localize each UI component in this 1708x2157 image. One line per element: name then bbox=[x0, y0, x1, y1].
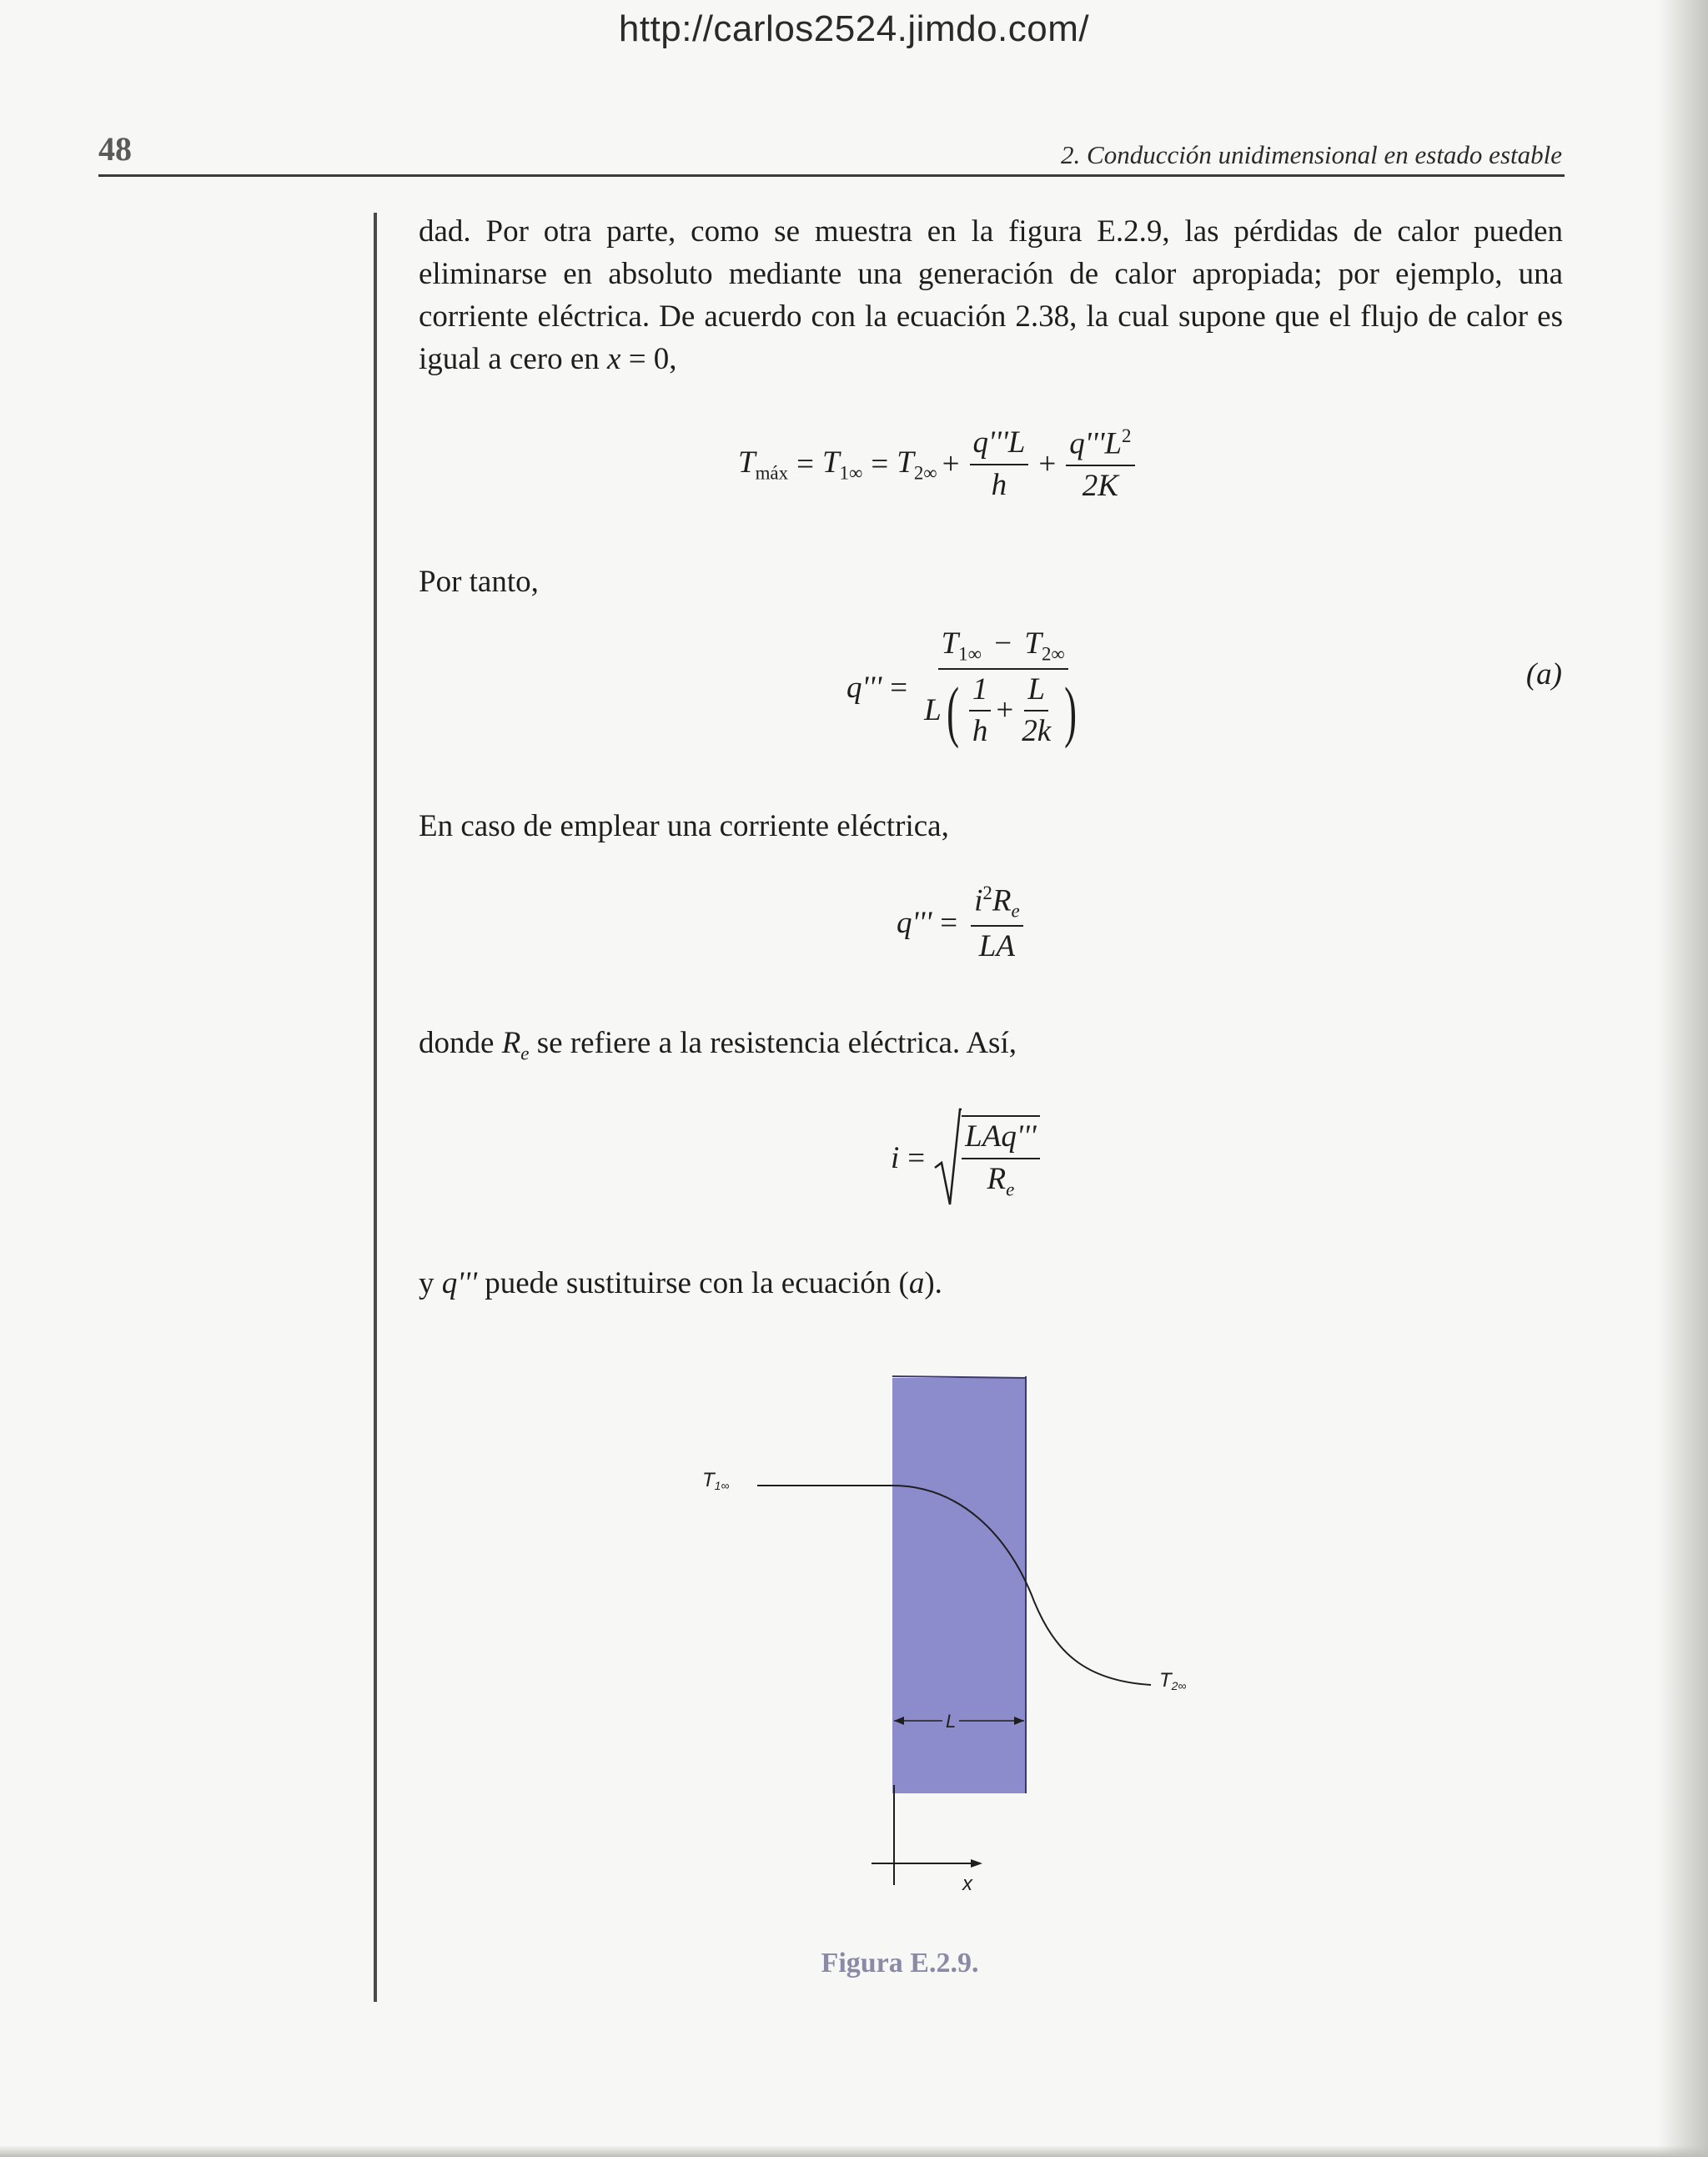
eq3-equals: = bbox=[940, 906, 958, 941]
label-x: x bbox=[962, 1873, 972, 1895]
eq2-equals: = bbox=[890, 671, 908, 706]
figure-caption: Figura E.2.9. bbox=[821, 1948, 979, 1979]
intro-text-end: = 0, bbox=[620, 342, 677, 376]
eq1-equals-2: = bbox=[871, 447, 889, 482]
slab bbox=[892, 1378, 1026, 1793]
eq4-lhs: i bbox=[891, 1140, 900, 1175]
label-l: L bbox=[946, 1711, 957, 1732]
header-rule bbox=[98, 174, 1565, 177]
eq4-fraction: $\frac{\text{LAq'''}}{R_e}$ bbox=[962, 1115, 1039, 1199]
intro-text: dad. Por otra parte, como se muestra en la figura E.2.9, las pérdidas de calor pueden eliminarse en absoluto mediante una generación de calor apropiada; por ejemplo, una corriente eléctrica. De acuerdo con la ecuación 2.38, la cual supone que el flujo de calor es igual a cero en bbox=[419, 214, 1563, 376]
equation-current bbox=[891, 1108, 1045, 1208]
eq3-fraction: $\frac{i^2R_e}{LA}$ bbox=[971, 882, 1023, 964]
eq1-plus: + bbox=[942, 447, 960, 482]
equation-q-electric bbox=[897, 882, 1028, 964]
intro-paragraph bbox=[419, 210, 1563, 380]
eq3-lhs: q''' bbox=[897, 906, 932, 941]
eq1-t2: $T_{2\infty}$ bbox=[897, 445, 937, 484]
x-axis-arrow-icon bbox=[971, 1859, 982, 1868]
eq1-plus-2: + bbox=[1038, 447, 1057, 482]
equation-label-a: (a) bbox=[1525, 657, 1562, 691]
eq1-fraction-2: $\frac{q'''L^2}{2K}$ bbox=[1066, 425, 1134, 504]
eq1-lhs: $T_{máx}$ bbox=[738, 445, 789, 484]
watermark-url: http://carlos2524.jimdo.com/ bbox=[618, 8, 1090, 49]
donde-paragraph: donde $R_e$ se refiere a la resistencia eléctrica. Así, bbox=[419, 1026, 1017, 1064]
eq4-equals: = bbox=[907, 1140, 926, 1175]
eq1-fraction-1: $\frac{q'''L}{h}$ bbox=[970, 426, 1029, 502]
page-number: 48 bbox=[98, 130, 132, 168]
label-t1-inf: T1∞ bbox=[702, 1469, 730, 1492]
por-tanto-text: Por tanto, bbox=[419, 565, 539, 599]
eq1-equals: = bbox=[796, 447, 814, 482]
eq2-lhs: q''' bbox=[846, 671, 882, 706]
figure-e-2-9 bbox=[684, 1360, 1218, 1910]
sqrt-icon bbox=[933, 1108, 962, 1208]
en-caso-text: En caso de emplear una corriente eléctrica, bbox=[419, 809, 949, 843]
running-head: 2. Conducción unidimensional en estado estable bbox=[1061, 140, 1562, 169]
label-t2-inf: T2∞ bbox=[1159, 1669, 1187, 1692]
intro-x-var: x bbox=[607, 342, 621, 376]
page-edge-shadow bbox=[1658, 0, 1708, 2157]
margin-bar bbox=[374, 213, 377, 2002]
equation-q-generation bbox=[846, 627, 1090, 749]
slab-top-edge bbox=[892, 1376, 1026, 1378]
y-q-paragraph: y q''' puede sustituirse con la ecuación (a). bbox=[419, 1266, 942, 1300]
eq1-t1: $T_{1\infty}$ bbox=[821, 445, 863, 484]
equation-tmax bbox=[738, 425, 1140, 504]
page-bottom-shadow bbox=[0, 2145, 1708, 2157]
eq2-fraction: $T_{1\infty} - T_{2\infty}$ L ( $\frac{1}{h}$ + $\frac{L}{2k}$ ) bbox=[924, 626, 1078, 749]
